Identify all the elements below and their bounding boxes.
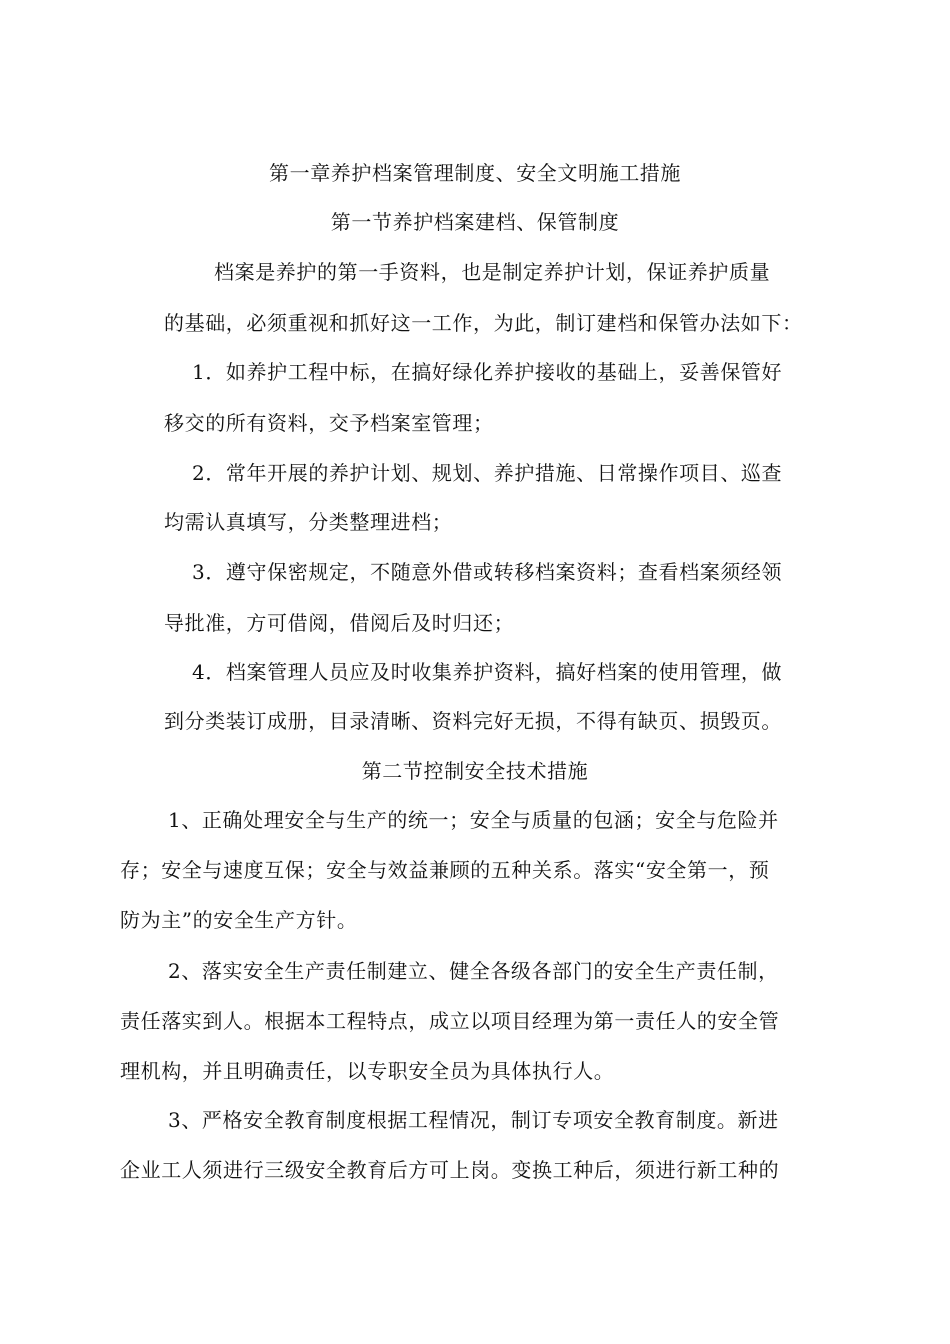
section1-item2-line1: 2．常年开展的养护计划、规划、养护措施、日常操作项目、巡查 bbox=[192, 461, 783, 485]
section1-item2-line2: 均需认真填写，分类整理进档； bbox=[164, 510, 453, 534]
section1-item4-line2: 到分类装订成册，目录清晰、资料完好无损，不得有缺页、损毁页。 bbox=[164, 709, 782, 733]
section1-title: 第一节养护档案建档、保管制度 bbox=[330, 210, 620, 234]
section2-item1-line2: 存；安全与速度互保；安全与效益兼顾的五种关系。落实“安全第一，预 bbox=[120, 858, 770, 882]
section1-item4-line1: 4．档案管理人员应及时收集养护资料，搞好档案的使用管理，做 bbox=[192, 660, 783, 684]
section2-item1-line1: 1、正确处理安全与生产的统一；安全与质量的包涵；安全与危险并 bbox=[168, 808, 779, 832]
chapter-title: 第一章养护档案管理制度、安全文明施工措施 bbox=[269, 161, 681, 185]
section2-item1-line3: 防为主”的安全生产方针。 bbox=[120, 908, 358, 932]
section1-item1-line2: 移交的所有资料，交予档案室管理； bbox=[164, 411, 494, 435]
section2-item2-line1: 2、落实安全生产责任制建立、健全各级各部门的安全生产责任制， bbox=[168, 959, 779, 983]
section1-intro-line1: 档案是养护的第一手资料，也是制定养护计划，保证养护质量 bbox=[214, 260, 771, 284]
section2-item2-line3: 理机构，并且明确责任，以专职安全员为具体执行人。 bbox=[120, 1059, 615, 1083]
section2-item3-line1: 3、严格安全教育制度根据工程情况，制订专项安全教育制度。新进 bbox=[168, 1108, 779, 1132]
section2-item2-line2: 责任落实到人。根据本工程特点，成立以项目经理为第一责任人的安全管 bbox=[120, 1009, 780, 1033]
section2-item3-line2: 企业工人须进行三级安全教育后方可上岗。变换工种后，须进行新工种的 bbox=[120, 1158, 780, 1182]
section1-item3-line1: 3．遵守保密规定，不随意外借或转移档案资料；查看档案须经领 bbox=[192, 560, 783, 584]
section2-title: 第二节控制安全技术措施 bbox=[361, 759, 589, 783]
section1-item3-line2: 导批准，方可借阅，借阅后及时归还； bbox=[164, 611, 515, 635]
section1-intro-line2: 的基础，必须重视和抓好这一工作，为此，制订建档和保管办法如下： bbox=[164, 311, 803, 335]
section1-item1-line1: 1．如养护工程中标，在搞好绿化养护接收的基础上，妥善保管好 bbox=[192, 360, 783, 384]
